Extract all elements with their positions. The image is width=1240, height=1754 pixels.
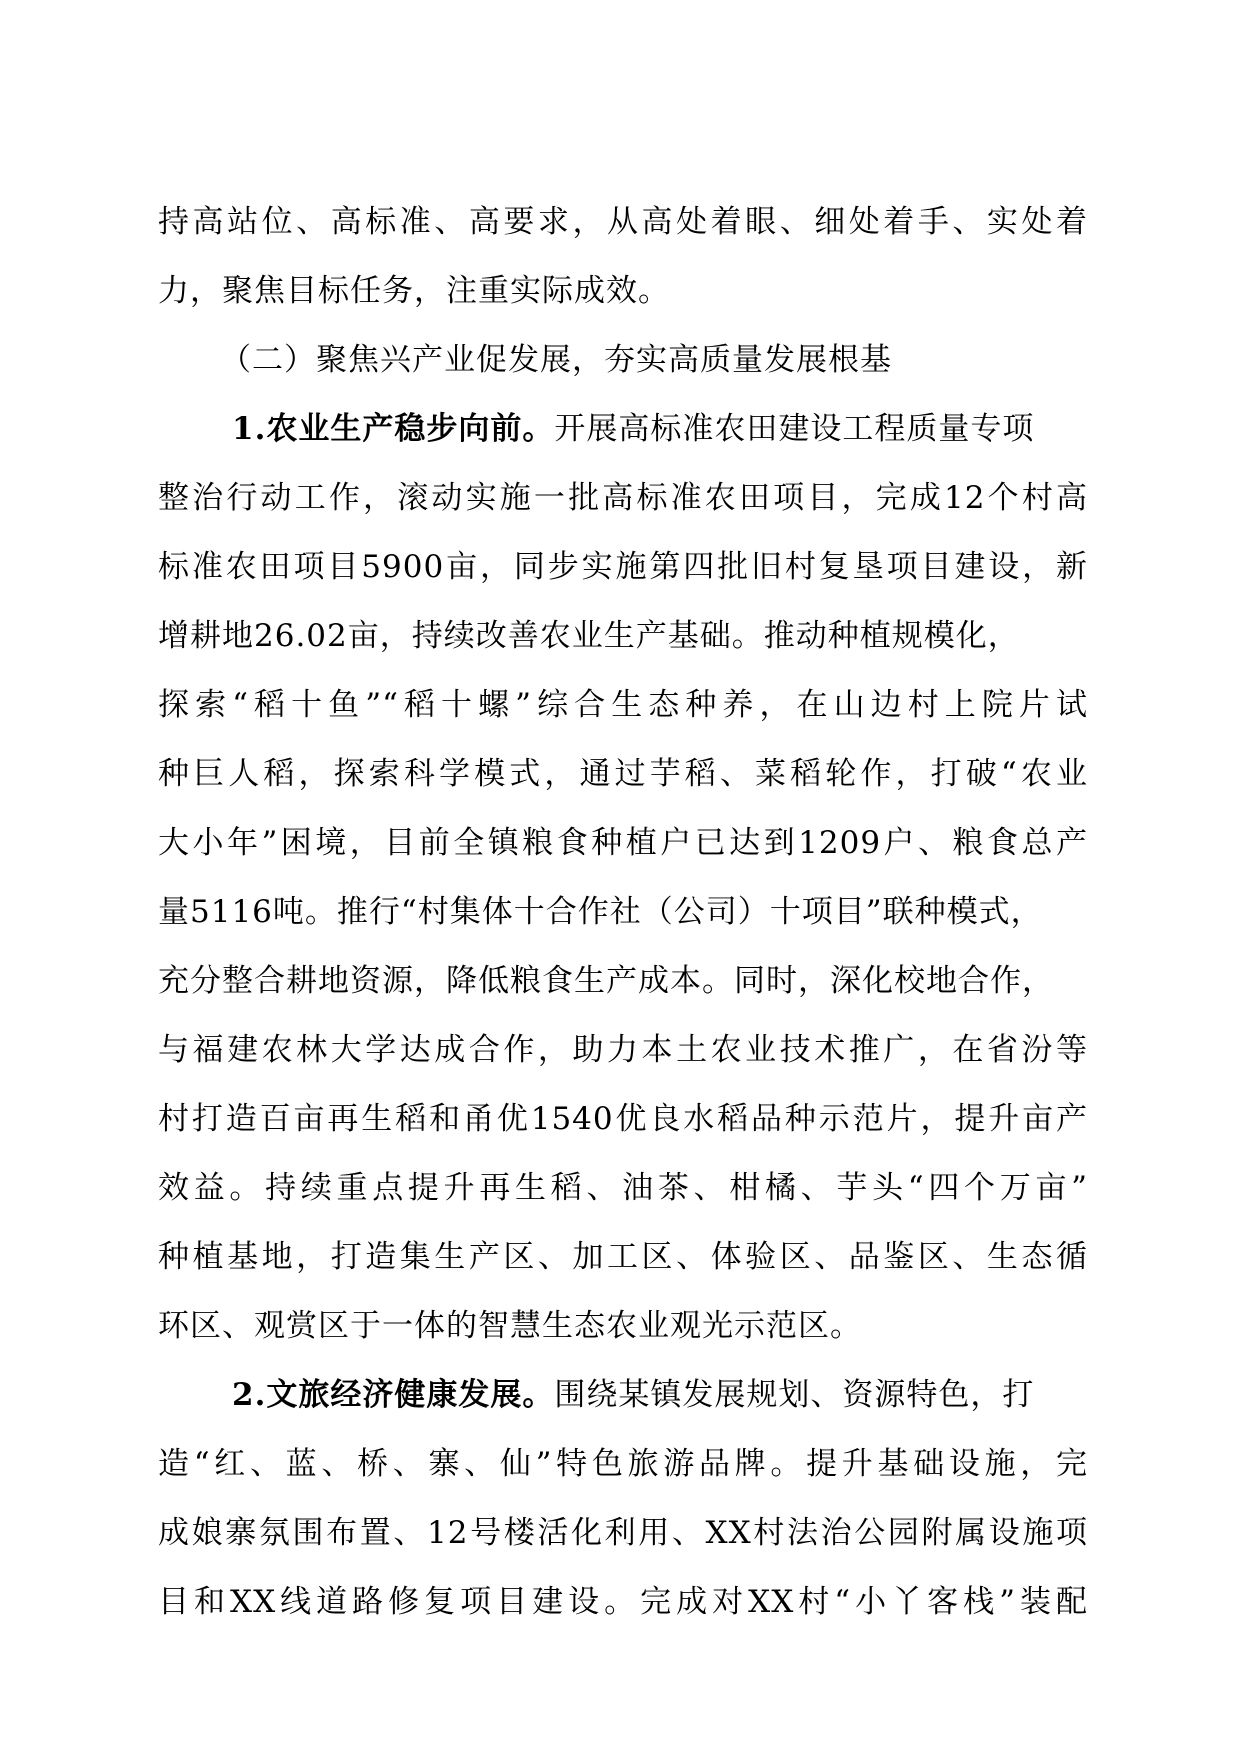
paragraph-line: 效益。持续重点提升再生稻、油茶、柑橘、芋头“四个万亩” — [158, 1170, 1088, 1206]
paragraph-line: 种植基地，打造集生产区、加工区、体验区、品鉴区、生态循 — [158, 1239, 1088, 1275]
paragraph-line: 与福建农林大学达成合作，助力本土农业技术推广，在省汾等 — [158, 1032, 1088, 1068]
paragraph-line: 村打造百亩再生稻和甬优1540优良水稻品种示范片，提升亩产 — [158, 1101, 1088, 1137]
paragraph-text: 围绕某镇发展规划、资源特色，打 — [554, 1377, 1035, 1413]
paragraph-line: 充分整合耕地资源，降低粮食生产成本。同时，深化校地合作， — [158, 963, 1054, 999]
paragraph-line: 探索“稻十鱼”“稻十螺”综合生态种养，在山边村上院片试 — [158, 687, 1088, 723]
document-body — [158, 188, 1088, 1637]
paragraph-line: 力，聚焦目标任务，注重实际成效。 — [158, 273, 670, 309]
paragraph-line: 增耕地26.02亩，持续改善农业生产基础。推动种植规模化， — [158, 618, 1020, 654]
paragraph-line: 量5116吨。推行“村集体十合作社（公司）十项目”联种模式， — [158, 894, 1043, 930]
section-heading: （二）聚焦兴产业促发展，夯实高质量发展根基 — [220, 342, 892, 378]
item-heading-agriculture: 1.农业生产稳步向前。 — [232, 411, 555, 447]
item-heading-tourism: 2.文旅经济健康发展。 — [232, 1377, 555, 1413]
paragraph-line: 环区、观赏区于一体的智慧生态农业观光示范区。 — [158, 1308, 862, 1344]
paragraph-line: 整治行动工作，滚动实施一批高标准农田项目，完成12个村高 — [158, 480, 1088, 516]
paragraph-line-with-heading — [158, 395, 1088, 464]
paragraph-line: 目和XX线道路修复项目建设。完成对XX村“小丫客栈”装配 — [158, 1584, 1088, 1620]
paragraph-text: 开展高标准农田建设工程质量专项 — [554, 411, 1035, 447]
paragraph-line: 标准农田项目5900亩，同步实施第四批旧村复垦项目建设，新 — [158, 549, 1088, 585]
paragraph-line: 大小年”困境，目前全镇粮食种植户已达到1209户、粮食总产 — [158, 825, 1088, 861]
paragraph-line: 造“红、蓝、桥、寨、仙”特色旅游品牌。提升基础设施，完 — [158, 1446, 1088, 1482]
paragraph-line-with-heading — [158, 1361, 1088, 1430]
paragraph-line: 种巨人稻，探索科学模式，通过芋稻、菜稻轮作，打破“农业 — [158, 756, 1088, 792]
paragraph-line: 持高站位、高标准、高要求，从高处着眼、细处着手、实处着 — [158, 204, 1088, 240]
paragraph-line: 成娘寨氛围布置、12号楼活化利用、XX村法治公园附属设施项 — [158, 1515, 1088, 1551]
